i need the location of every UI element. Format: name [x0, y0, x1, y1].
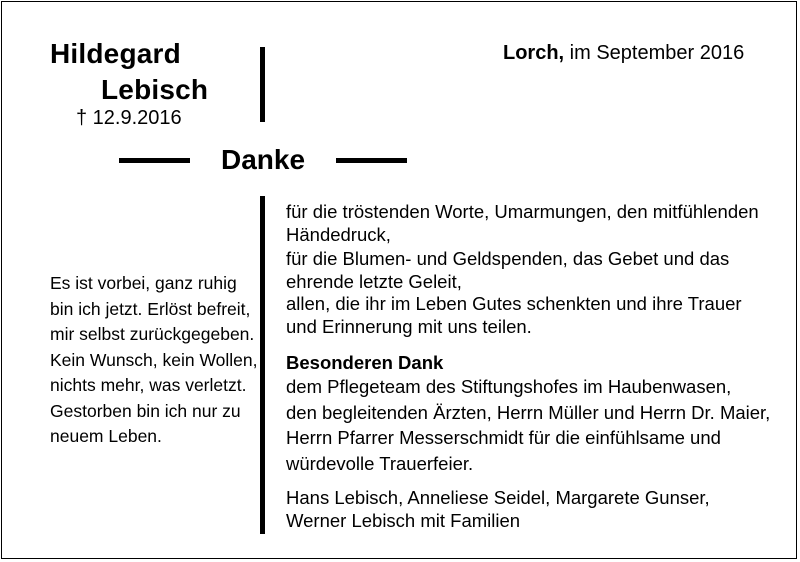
vertical-rule-top [260, 47, 265, 122]
special-thanks-line: würdevolle Trauerfeier. [286, 452, 474, 474]
date: im September 2016 [564, 42, 745, 64]
place-and-date [503, 42, 744, 65]
message-line: für die tröstenden Worte, Umarmungen, den mitfühlenden [286, 201, 759, 222]
poem [50, 271, 258, 450]
message-line: für die Blumen- und Geldspenden, das Gebet und das [286, 248, 730, 269]
poem-line: bin ich jetzt. Erlöst befreit, [50, 298, 251, 319]
signers [286, 487, 770, 532]
message-line: und Erinnerung mit uns teilen. [286, 315, 532, 337]
message-line: ehrende letzte Geleit, [286, 270, 462, 292]
poem-line: Kein Wunsch, kein Wollen, [50, 349, 258, 370]
signers-line: Werner Lebisch mit Familien [286, 509, 521, 531]
signers-line: Hans Lebisch, Anneliese Seidel, Margarete Gunser, [286, 487, 710, 508]
poem-line: mir selbst zurückgegeben. [50, 324, 255, 344]
heading-dash-left [119, 158, 190, 163]
thanks-message [286, 201, 770, 532]
special-thanks-line: dem Pflegeteam des Stiftungshofes im Haubenwasen, [286, 376, 732, 397]
thanks-heading: Danke [221, 144, 306, 175]
special-thanks-line: Herrn Pfarrer Messerschmidt für die einfühlsame und [286, 427, 721, 448]
poem-line: neuem Leben. [50, 426, 162, 446]
death-date: † 12.9.2016 [76, 107, 182, 129]
poem-line: nichts mehr, was verletzt. [50, 375, 247, 395]
vertical-rule-main [260, 196, 265, 534]
special-thanks-line: den begleitenden Ärzten, Herrn Müller und Herrn Dr. Maier, [286, 401, 771, 423]
place: Lorch, [503, 42, 565, 64]
message-line: Händedruck, [286, 223, 391, 245]
special-thanks-heading: Besonderen Dank [286, 352, 444, 373]
message-line: allen, die ihr im Leben Gutes schenkten und ihre Trauer [286, 293, 742, 314]
deceased-first-name: Hildegard [50, 38, 181, 69]
heading-dash-right [336, 158, 407, 163]
poem-line: Es ist vorbei, ganz ruhig [50, 273, 237, 293]
deceased-last-name: Lebisch [101, 74, 209, 105]
poem-line: Gestorben bin ich nur zu [50, 400, 241, 421]
